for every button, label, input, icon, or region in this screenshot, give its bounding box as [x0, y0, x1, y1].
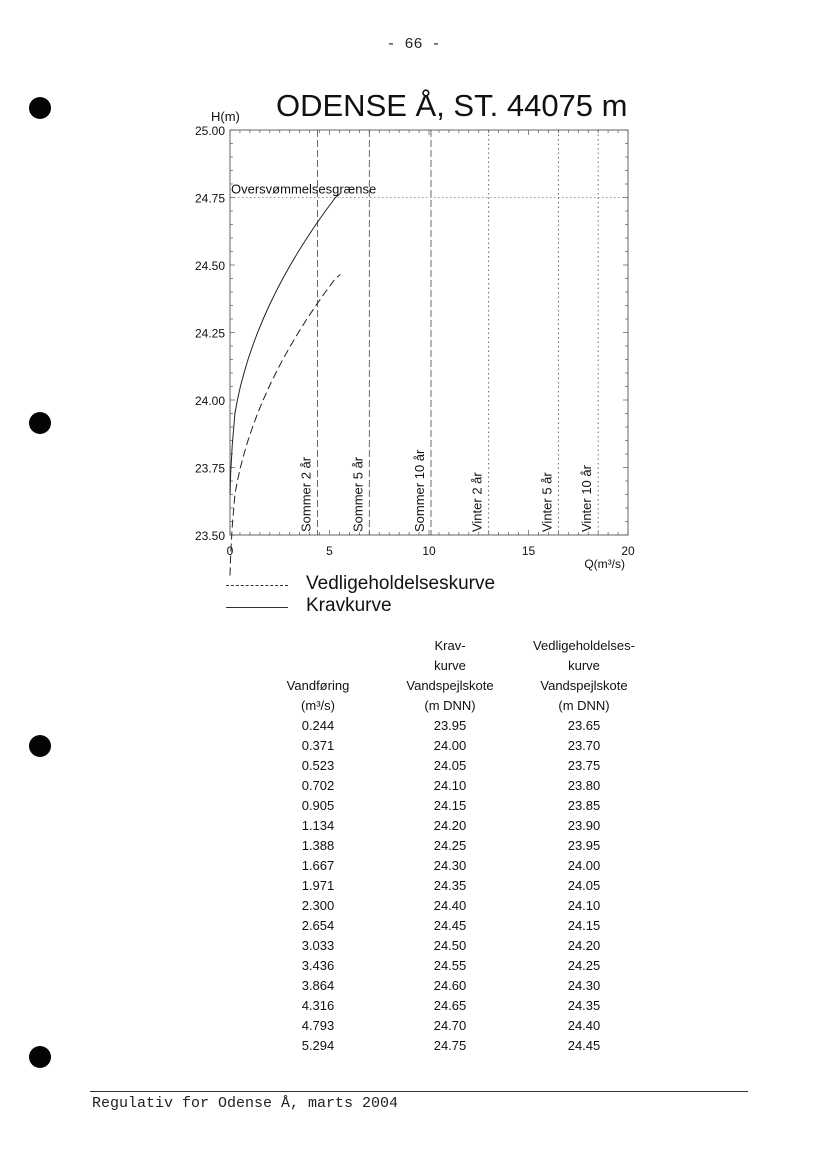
table-group-header: Krav- kurve — [434, 638, 466, 673]
y-tick-label: 24.50 — [194, 259, 225, 273]
table-row — [252, 996, 652, 1016]
vedligehold-level-cell: 23.90 — [567, 818, 601, 833]
table-row — [252, 876, 652, 896]
chart-legend — [226, 574, 556, 618]
krav-level-cell: 24.05 — [433, 758, 467, 773]
legend-solid-swatch — [226, 607, 288, 608]
krav-level-cell: 24.55 — [433, 958, 467, 973]
table-header: Vandspejlskote (m DNN) — [406, 678, 494, 713]
krav-level-cell: 24.40 — [433, 898, 467, 913]
x-tick-label: 5 — [326, 544, 333, 558]
table-row — [252, 756, 652, 776]
discharge-cell: 0.702 — [301, 778, 335, 793]
y-tick-label: 23.50 — [194, 529, 225, 543]
legend-item-kravkurve — [226, 596, 556, 618]
series-line-kravkurve — [230, 194, 340, 495]
legend-label: Kravkurve — [306, 595, 392, 616]
table-row — [252, 1036, 652, 1056]
vedligehold-level-cell: 23.70 — [567, 738, 601, 753]
discharge-cell: 4.793 — [301, 1018, 335, 1033]
footer-text: Regulativ for Odense Å, marts 2004 — [92, 1095, 399, 1112]
punch-hole — [29, 1046, 51, 1068]
vedligehold-level-cell: 24.15 — [567, 918, 601, 933]
krav-level-cell: 24.45 — [433, 918, 467, 933]
table-row — [252, 796, 652, 816]
vedligehold-level-cell: 23.80 — [567, 778, 601, 793]
table-row — [252, 896, 652, 916]
table-header: Vandspejlskote (m DNN) — [540, 678, 628, 713]
x-tick-label: 20 — [621, 544, 635, 558]
reference-line-label: Sommer 10 år — [411, 449, 427, 532]
vedligehold-level-cell: 24.40 — [567, 1018, 601, 1033]
discharge-cell: 0.371 — [301, 738, 335, 753]
discharge-cell: 3.864 — [301, 978, 335, 993]
vedligehold-level-cell: 23.65 — [567, 718, 601, 733]
krav-level-cell: 24.50 — [433, 938, 467, 953]
table-row — [252, 836, 652, 856]
legend-item-vedligeholdelseskurve — [226, 574, 556, 596]
punch-hole — [29, 735, 51, 757]
vedligehold-level-cell: 24.20 — [567, 938, 601, 953]
table-row — [252, 976, 652, 996]
y-tick-label: 25.00 — [194, 124, 225, 138]
table-row — [252, 736, 652, 756]
vedligehold-level-cell: 24.10 — [567, 898, 601, 913]
flood-limit-label: Oversvømmelsesgrænse — [231, 181, 377, 197]
x-tick-label: 15 — [521, 544, 536, 558]
table-group-header — [252, 636, 384, 676]
table-header-row — [252, 676, 652, 716]
table-header: Vandføring (m³/s) — [286, 678, 350, 713]
discharge-cell: 5.294 — [301, 1038, 335, 1053]
x-tick-label: 0 — [226, 544, 234, 558]
discharge-cell: 1.667 — [301, 858, 335, 873]
krav-level-cell: 24.10 — [433, 778, 467, 793]
vedligehold-level-cell: 24.30 — [567, 978, 601, 993]
krav-level-cell: 24.70 — [433, 1018, 467, 1033]
vedligehold-level-cell: 24.35 — [567, 998, 601, 1013]
table-row — [252, 816, 652, 836]
reference-line-label: Sommer 2 år — [298, 456, 314, 532]
discharge-cell: 0.244 — [301, 718, 335, 733]
table-group-header-row — [252, 636, 652, 676]
vedligehold-level-cell: 23.75 — [567, 758, 601, 773]
series-line-vedligeholdelseskurve — [230, 275, 340, 576]
vedligehold-level-cell: 24.25 — [567, 958, 601, 973]
reference-line-label: Vinter 10 år — [579, 465, 595, 532]
y-tick-label: 24.00 — [194, 394, 225, 408]
x-tick-label: 10 — [422, 544, 436, 558]
table-row — [252, 856, 652, 876]
discharge-cell: 1.134 — [301, 818, 335, 833]
vedligehold-level-cell: 24.05 — [567, 878, 601, 893]
krav-level-cell: 24.65 — [433, 998, 467, 1013]
y-tick-label: 24.25 — [194, 326, 225, 341]
krav-level-cell: 24.35 — [433, 878, 467, 893]
discharge-cell: 4.316 — [301, 998, 335, 1013]
legend-label: Vedligeholdelseskurve — [306, 573, 496, 594]
chart-title: ODENSE Å, ST. 44075 m — [276, 88, 628, 123]
vedligehold-level-cell: 23.95 — [567, 838, 601, 853]
krav-level-cell: 23.95 — [433, 718, 467, 733]
reference-line-label: Vinter 5 år — [539, 472, 555, 532]
krav-level-cell: 24.60 — [433, 978, 467, 993]
discharge-cell: 1.971 — [301, 878, 335, 893]
reference-line-label: Sommer 5 år — [350, 456, 366, 532]
krav-level-cell: 24.00 — [433, 738, 467, 753]
krav-level-cell: 24.15 — [433, 798, 467, 813]
vedligehold-level-cell: 23.85 — [567, 798, 601, 813]
krav-level-cell: 24.25 — [433, 838, 467, 853]
y-axis-label: H(m) — [211, 109, 240, 124]
table-row — [252, 776, 652, 796]
krav-level-cell: 24.75 — [433, 1038, 467, 1053]
table-group-header: Vedligeholdelses- kurve — [533, 638, 635, 673]
discharge-cell: 3.033 — [301, 938, 335, 953]
vedligehold-level-cell: 24.00 — [567, 858, 601, 873]
vedligehold-level-cell: 24.45 — [567, 1038, 601, 1053]
table-row — [252, 956, 652, 976]
discharge-cell: 2.654 — [301, 918, 335, 933]
discharge-table — [252, 636, 652, 1056]
krav-level-cell: 24.20 — [433, 818, 467, 833]
discharge-cell: 0.523 — [301, 758, 335, 773]
discharge-cell: 2.300 — [301, 898, 335, 913]
table-row — [252, 716, 652, 736]
y-tick-label: 24.75 — [194, 191, 225, 206]
legend-dashed-swatch — [226, 585, 288, 586]
table-row — [252, 916, 652, 936]
krav-level-cell: 24.30 — [433, 858, 467, 873]
table-row — [252, 936, 652, 956]
reference-line-label: Vinter 2 år — [469, 472, 485, 532]
x-axis-label: Q(m³/s) — [584, 557, 625, 571]
discharge-cell: 3.436 — [301, 958, 335, 973]
footer-rule — [90, 1091, 748, 1092]
discharge-cell: 1.388 — [301, 838, 335, 853]
table-row — [252, 1016, 652, 1036]
y-tick-label: 23.75 — [194, 461, 225, 476]
discharge-cell: 0.905 — [301, 798, 335, 813]
page-number: - 66 - — [386, 36, 441, 53]
